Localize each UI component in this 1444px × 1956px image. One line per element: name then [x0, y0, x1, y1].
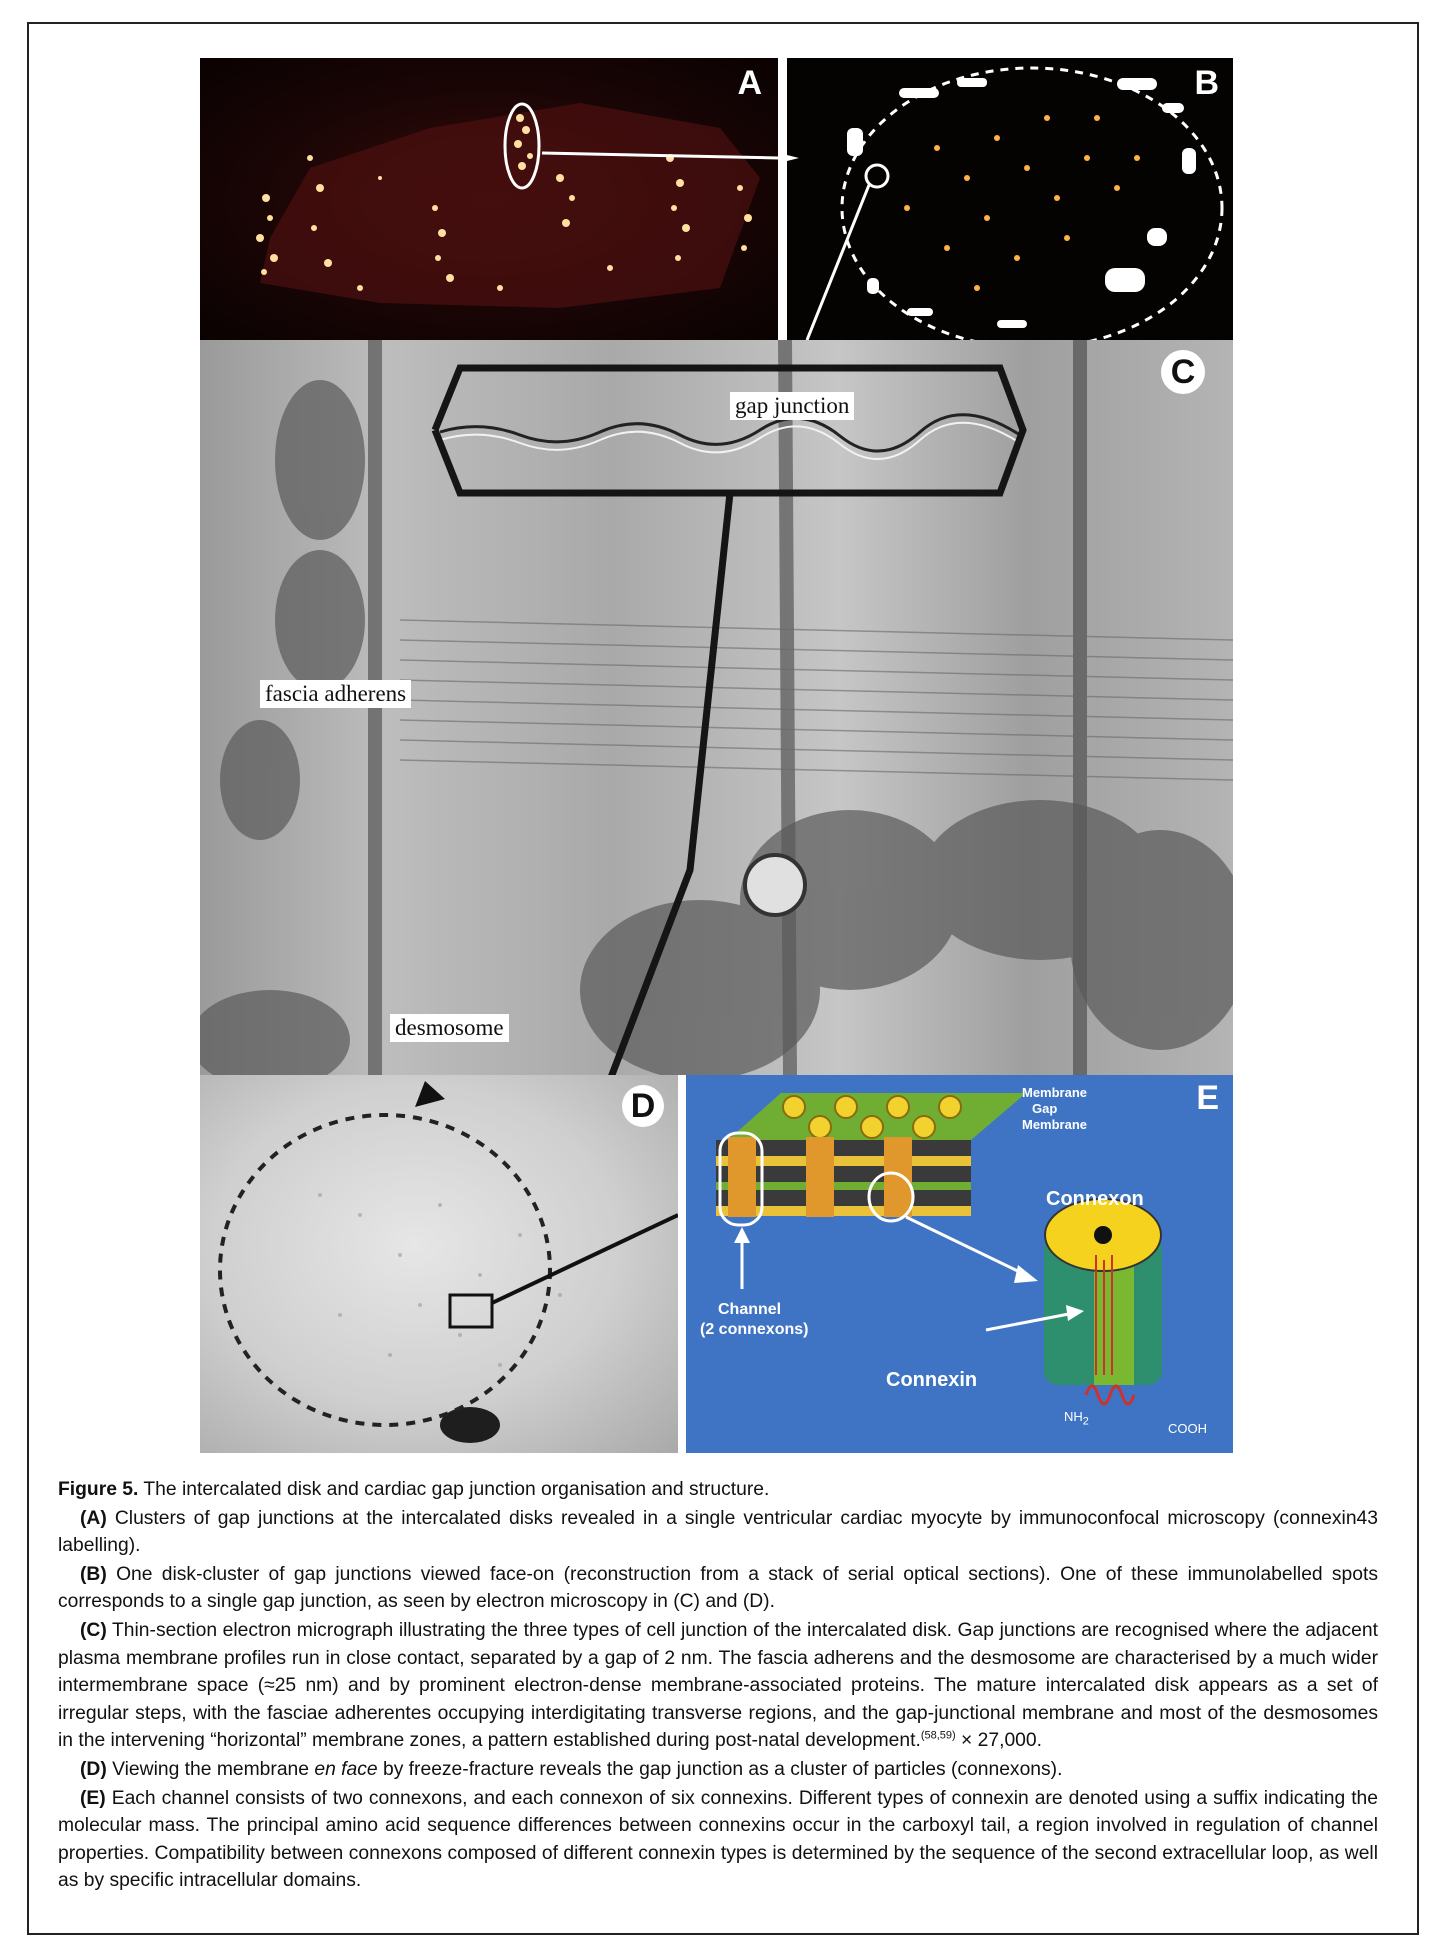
gap-label: Gap [1032, 1101, 1058, 1116]
gap-junction-label: gap junction [730, 392, 854, 420]
caption-title: Figure 5. The intercalated disk and cardiac gap junction organisation and structure. [58, 1479, 770, 1500]
panel-a-confocal-myocyte [200, 58, 778, 340]
gap-junction-schematic [686, 1075, 1233, 1453]
fascia-adherens-label: fascia adherens [260, 680, 411, 708]
panel-e-letter: E [1196, 1079, 1219, 1117]
nh2-label: $NH_2$ [1064, 1409, 1089, 1428]
myocyte-image [200, 58, 778, 340]
connexon-label: Connexon [1046, 1188, 1144, 1210]
caption-item-c: (C) Thin-section electron micrograph illustrating the three types of cell junction of the intercalated disk. Gap junctions are recognised where the adjacent plasma membrane profiles run in close contact, separated by a gap of 2 nm. The fascia adherens and the desmosome are characterised by a much wider intermembrane space (≈25 nm) and by prominent electron-dense membrane-associated proteins. The mature intercalated disk appears as a set of irregular steps, with the fasciae adherentes occupying interdigitating transverse regions, and the gap-junctional membrane and most of the desmosomes in the intervening “horizontal” membrane zones, a pattern established during post-natal development.$^{(58,59)}$ × 27,000. [58, 1619, 1378, 1752]
connexin-label: Connexin [886, 1369, 978, 1391]
channel-label: Channel [718, 1301, 782, 1318]
caption-item-e: (E) Each channel consists of two connexons, and each connexon of six connexins. Different types of connexin are denoted using a suffix indicating the molecular mass. The principal amino acid sequence differences between connexins occur in the carboxyl tail, a region involved in regulation of channel properties. Compatibility between connexons composed of different connexin types is determined by the sequence of the second extracellular loop, as well as by specific intracellular domains. [58, 1787, 1378, 1892]
panel-b-disk-cluster [787, 58, 1233, 340]
channel-sublabel: (2 connexons) [700, 1321, 809, 1338]
figure-caption [58, 1476, 1378, 1896]
panel-c-letter: C [1161, 350, 1205, 394]
panel-b-letter: B [1194, 64, 1219, 102]
cooh-label: COOH [1168, 1421, 1207, 1436]
panel-a-letter: A [737, 64, 762, 102]
panel-d-letter: D [622, 1085, 664, 1127]
caption-item-d: (D) Viewing the membrane en face by freeze-fracture reveals the gap junction as a cluster of particles (connexons). [80, 1758, 1063, 1780]
panel-d-freeze-fracture [200, 1075, 678, 1453]
panel-c-electron-micrograph [200, 340, 1233, 1075]
disk-cluster-image [787, 58, 1233, 340]
membrane-top-label: Membrane [1022, 1085, 1088, 1100]
caption-item-a: (A) Clusters of gap junctions at the intercalated disks revealed in a single ventricular cardiac myocyte by immunoconfocal microscopy (connexin43 labelling). [58, 1507, 1378, 1557]
desmosome-label: desmosome [390, 1014, 509, 1042]
caption-item-b: (B) One disk-cluster of gap junctions viewed face-on (reconstruction from a stack of serial optical sections). One of these immunolabelled spots corresponds to a single gap junction, as seen by electron microscopy in (C) and (D). [58, 1563, 1378, 1613]
panel-e-gap-junction-diagram [686, 1075, 1233, 1453]
freeze-fracture-image [200, 1075, 678, 1453]
membrane-bottom-label: Membrane [1022, 1117, 1088, 1132]
